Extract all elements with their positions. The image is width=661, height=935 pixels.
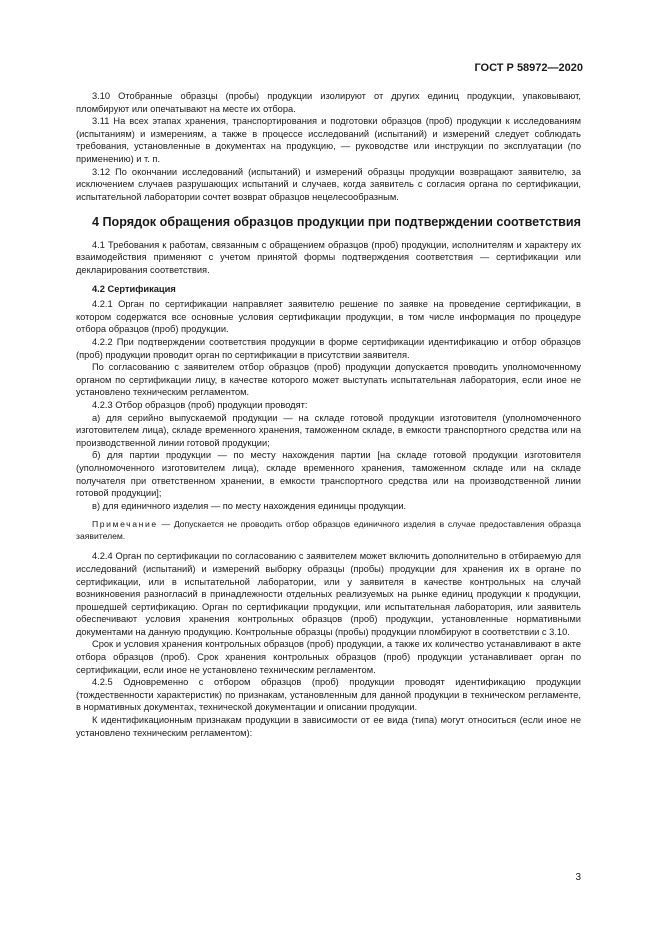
- paragraph-3-12: 3.12 По окончании исследований (испытаний) и измерений образцы продукции возвращают заявителю, за исключением случаев разрушающих испытаний и случаев, когда заявитель с согласия органа по сертификации, испытательной лаборатории сочтет возврат образцов нецелесообразным.: [76, 166, 581, 202]
- standard-code: ГОСТ Р 58972—2020: [474, 62, 583, 74]
- list-item-c: в) для единичного изделия — по месту нахождения единицы продукции.: [92, 500, 407, 511]
- paragraph-4-2-5: 4.2.5 Одновременно с отбором образцов (проб) продукции проводят идентификацию продукции (тождественности характеристик) по признакам, установленным для данной продукции в техническом регламенте, в нормативных документах, технической документации и описании продукции.: [76, 677, 581, 713]
- paragraph-4-2-1: 4.2.1 Орган по сертификации направляет заявителю решение по заявке на проведение сертификации, в котором содержатся все основные условия сертификации продукции, в том числе информация по процедуре отбора образцов (проб) продукции.: [76, 299, 581, 335]
- note-label: Примечание: [92, 519, 158, 530]
- paragraph-4-2-3: 4.2.3 Отбор образцов (проб) продукции проводят:: [92, 399, 308, 410]
- paragraph-4-2-5-cont: К идентификационным признакам продукции в зависимости от ее вида (типа) могут относиться (если иное не установлено техническим регламентом):: [76, 715, 581, 738]
- paragraph-4-2-2: 4.2.2 При подтверждении соответствия продукции в форме сертификации идентификацию и отбор образцов (проб) продукции проводит орган по сертификации в присутствии заявителя.: [76, 337, 581, 360]
- paragraph-3-10: 3.10 Отобранные образцы (пробы) продукции изолируют от других единиц продукции, упаковывают, пломбируют или опечатывают на месте их отбора.: [76, 91, 581, 114]
- note: [76, 518, 581, 542]
- note-text: — Допускается не проводить отбор образцов единичного изделия в случае предоставления образца заявителем.: [76, 519, 581, 542]
- paragraph-4-2-2-cont: По согласованию с заявителем отбор образцов (проб) продукции допускается проводить уполномоченному органом по сертификации лицу, в качестве которого может выступать испытательная лаборатория, если иное не установлено техническим регламентом.: [76, 362, 581, 398]
- document-body: [76, 90, 581, 739]
- page-number: 3: [575, 872, 581, 883]
- section-4-2-title: 4.2 Сертификация: [92, 283, 176, 294]
- paragraph-4-2-4-cont: Срок и условия хранения контрольных образцов (проб) продукции, а также их количество устанавливают в акте отбора образцов (проб). Срок хранения контрольных образцов (проб) продукции устанавливает орган по сертификации, если иное не установлено техническим регламентом.: [76, 639, 581, 675]
- list-item-a: а) для серийно выпускаемой продукции — на складе готовой продукции изготовителя (уполномоченного изготовителем лица), складе временного хранения, таможенном складе, в емкости транспортного средства или на производственной линии готовой продукции;: [76, 412, 581, 448]
- paragraph-4-2-4: 4.2.4 Орган по сертификации по согласованию с заявителем может включить дополнительно в отбираемую для исследований (испытаний) и измерений выборку образцы (пробы) продукции для хранения их в органе по сертификации, или в испытательной лаборатории, или у заявителя в качестве контрольных на случай возникновения разногласий в принадлежности отдельных реализуемых на рынке единиц продукции к продукции, прошедшей сертификацию. Орган по сертификации продукции, или испытательная лаборатория, или заявитель обеспечивают условия хранения контрольных образцов (проб) продукции, установленные нормативными документами на данную продукцию. Контрольные образцы (пробы) продукции пломбируют в соответствии с 3.10.: [76, 551, 581, 637]
- paragraph-3-11: 3.11 На всех этапах хранения, транспортирования и подготовки образцов (проб) продукции к исследованиям (испытаниям) и измерениям, а также в процессе исследований (испытаний) и измерений следует соблюдать требования, установленные в документах на продукцию, — руководстве или инструкции по эксплуатации (по применению) и т. п.: [76, 116, 581, 164]
- paragraph-4-1: 4.1 Требования к работам, связанным с обращением образцов (проб) продукции, исполнителям и характеру их взаимодействия применяют с учетом принятой формы подтверждения соответствия — сертификации или декларирования соответствия.: [76, 239, 581, 276]
- section-4-title: 4 Порядок обращения образцов продукции при подтверждении соответствия: [92, 215, 581, 230]
- list-item-b: б) для партии продукции — по месту нахождения партии [на складе готовой продукции изготовителя (уполномоченного изготовителем лица), складе временного хранения, таможенном складе или на складе получателя при ответственном хранении, в емкости транспортного средства или на производственной линии готовой продукции];: [76, 450, 581, 499]
